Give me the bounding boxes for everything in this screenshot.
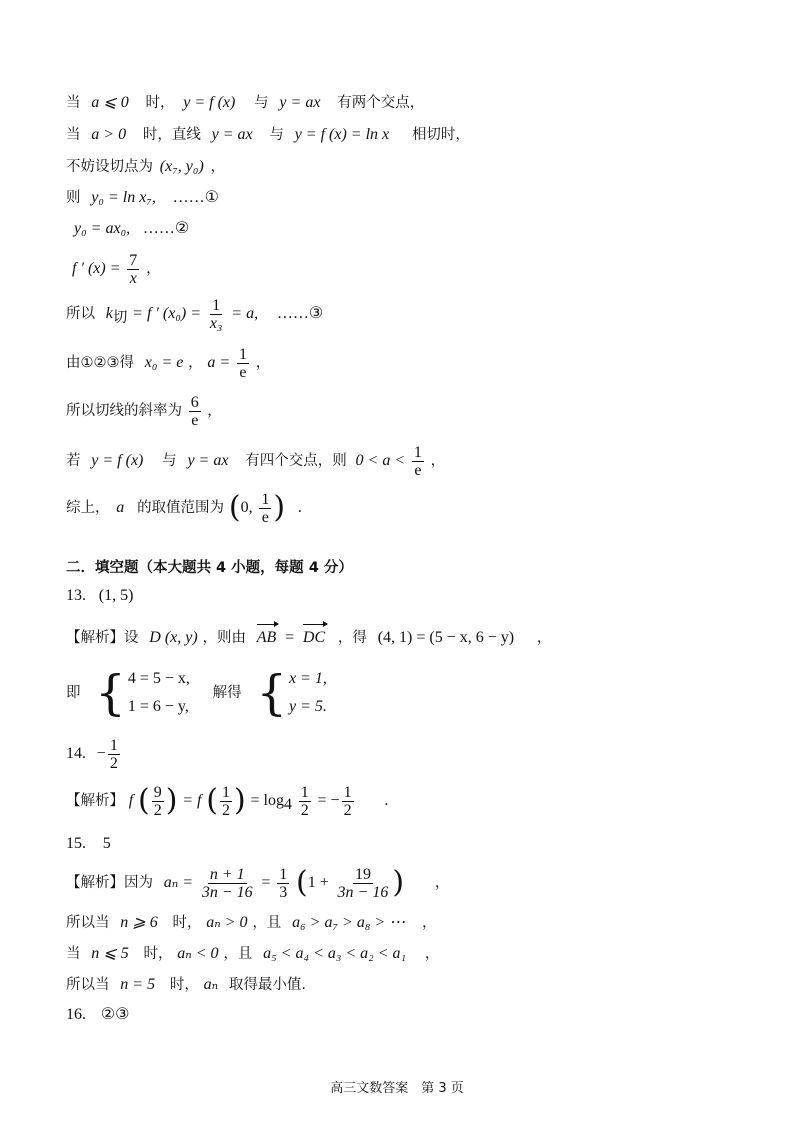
text: ，且 [223, 946, 253, 962]
text: 由①②③得 [66, 355, 134, 371]
text-line-9 [66, 390, 212, 431]
text: 所以当 [66, 977, 110, 993]
text: ，则由 [202, 630, 246, 646]
text: 与 [254, 95, 269, 111]
math: n ⩽ 5 [91, 945, 129, 962]
text-line-8 [66, 342, 270, 383]
text: 解得 [212, 685, 242, 701]
fraction: $\frac{1}{2}$ [300, 783, 309, 819]
text: 与 [269, 127, 284, 143]
math: = log [250, 792, 284, 809]
q15-line-2 [66, 912, 436, 933]
math: = [261, 874, 271, 891]
vector: DC [302, 629, 326, 646]
question-number: 16. [66, 1006, 86, 1023]
math: a [116, 499, 125, 516]
math: a ⩽ 0 [91, 94, 129, 111]
answer: 5 [102, 835, 111, 852]
q13-solution-line [66, 627, 551, 648]
text: . [384, 792, 389, 809]
math: aₙ [203, 976, 219, 993]
answer: ②③ [100, 1006, 130, 1023]
text: . [297, 499, 302, 516]
text-line-11 [66, 487, 302, 528]
text-line-1 [66, 92, 424, 113]
text: 取得最小值. [228, 977, 307, 993]
fraction: $\frac{1}{\text{x₃}}$ [209, 296, 223, 332]
text: 则 [66, 190, 81, 206]
math: y₀ = ax₀, [74, 220, 131, 237]
math: D (x, y) [149, 629, 198, 646]
text: ， [536, 630, 552, 646]
text: ， [434, 875, 450, 891]
math: y = ax [187, 452, 229, 469]
text-line-10 [66, 440, 445, 481]
math: = − [317, 792, 340, 809]
fraction: $\frac{n + 1}{3n - 16}$ [201, 865, 253, 901]
q15-line-4 [66, 974, 306, 995]
text: ， [255, 355, 271, 371]
fraction: $\frac{1}{2}$ [221, 783, 230, 819]
fraction: $\frac{1}{3}$ [279, 865, 288, 901]
math: n = 5 [120, 976, 156, 993]
text: 当 [66, 946, 81, 962]
text: 时， [172, 915, 202, 931]
text: ，且 [252, 915, 282, 931]
section-heading [66, 557, 353, 578]
text: 的取值范围为 [137, 500, 225, 516]
math: (x₇, y₀) [159, 158, 204, 175]
text: 所以切线的斜率为 [66, 403, 182, 419]
text: 所以当 [66, 915, 110, 931]
q15-answer-line [66, 833, 111, 854]
equation-system: { 4 = 5 − x, 1 = 6 − y, [95, 665, 190, 721]
math: = f ′ (x₀) = [132, 305, 202, 322]
math: a > 0 [91, 126, 127, 143]
left-paren: ( [228, 490, 241, 525]
math: a₆ > a₇ > a₈ > ⋯ [292, 914, 406, 931]
question-number: 13. [66, 587, 86, 604]
text-line-3 [66, 156, 225, 177]
text: 当 [66, 95, 81, 111]
math: aₙ > 0 [206, 914, 248, 931]
math: 1 + [307, 874, 329, 891]
text: 相切时， [411, 127, 470, 143]
math: y = ax [279, 94, 321, 111]
page-footer: 高三文数答案 第 3 页 [330, 1081, 464, 1096]
question-number: 15. [66, 835, 86, 852]
text: 时， [169, 977, 199, 993]
text: ， [430, 453, 446, 469]
math: y = f (x) [183, 94, 236, 111]
q16-answer-line [66, 1004, 129, 1025]
math: y = f (x) = ln x [294, 126, 390, 143]
math: k [105, 305, 113, 322]
math: f [128, 792, 134, 809]
math: − [96, 745, 106, 762]
text: 有四个交点，则 [245, 453, 347, 469]
text: 即 [66, 685, 81, 701]
math: 0 < a < [355, 452, 406, 469]
q13-system-line [66, 662, 327, 723]
text: 【解析】 [66, 793, 124, 809]
math: f ′ (x) = [72, 260, 121, 277]
text: 当 [66, 127, 81, 143]
math: a = [207, 354, 231, 371]
text: 若 [66, 453, 81, 469]
fraction: $\frac{1}{2}$ [343, 783, 352, 819]
subscript: 切 [112, 310, 128, 326]
math: 0, [240, 499, 253, 516]
q15-line-3 [66, 943, 439, 964]
text: 综上， [66, 500, 110, 516]
section-title: 二．填空题（本大题共 4 小题，每题 4 分） [66, 560, 353, 576]
marker: ……③ [276, 305, 324, 322]
math: n ⩾ 6 [120, 914, 158, 931]
text: 【解析】设 [66, 630, 139, 646]
text: ， [424, 946, 440, 962]
fraction: $\frac{19}{3n - 16}$ [337, 865, 389, 901]
equation-system: { x = 1, y = 5. [256, 665, 327, 721]
math: x₀ = e [144, 354, 184, 371]
fraction: $\frac{1}{e}$ [413, 443, 422, 479]
text-line-7 [66, 293, 323, 338]
fraction: $\frac{7}{x}$ [129, 251, 138, 287]
text-line-4 [66, 187, 219, 208]
text: 不妨设切点为 [66, 159, 153, 175]
math: aₙ = [163, 874, 194, 891]
math: y₀ = ln x₇, [91, 189, 156, 206]
text-line-2 [66, 124, 470, 145]
text: 有两个交点， [337, 95, 425, 111]
math: = f [182, 792, 202, 809]
math: a₅ < a₄ < a₃ < a₂ < a₁ [263, 945, 407, 962]
text: 【解析】因为 [66, 875, 153, 891]
q14-solution-line: 【解析】 f ( $\frac{9}{2}$ ) = f ( $\frac{1}{2}$ ) = $\log_4$ $\frac{1}{2}$ = − $\frac{1}{2}$ . [66, 783, 389, 819]
math: aₙ < 0 [177, 945, 219, 962]
math: y = f (x) [91, 452, 144, 469]
answer: (1, 5) [98, 587, 134, 604]
question-number: 14. [66, 745, 86, 762]
math: = a, [231, 305, 259, 322]
q13-answer-line [66, 585, 133, 606]
text-line-5 [74, 218, 189, 239]
fraction: $\frac{9}{2}$ [153, 783, 162, 819]
text: 时， [143, 946, 173, 962]
text: ， [421, 915, 437, 931]
math: y = ax [211, 126, 253, 143]
right-paren: ) [273, 490, 286, 525]
text: 所以 [66, 306, 95, 322]
fraction: $\frac{1}{2}$ [109, 736, 118, 772]
marker: ……① [172, 189, 219, 206]
marker: ……② [142, 220, 190, 237]
fraction: $\frac{6}{e}$ [190, 393, 199, 429]
math: (4, 1) = (5 − x, 6 − y) [377, 629, 515, 646]
vector: AB [256, 629, 277, 646]
text: ，得 [337, 630, 367, 646]
text: ， [146, 261, 161, 277]
text-line-6 [72, 248, 161, 289]
text: 与 [162, 453, 177, 469]
q14-answer-line [66, 733, 122, 774]
text: 时， [145, 95, 175, 111]
fraction: $\frac{1}{e}$ [261, 490, 270, 526]
text: ， [210, 159, 226, 175]
math: = [285, 629, 295, 646]
fraction: $\frac{1}{e}$ [238, 345, 247, 381]
text: , [207, 402, 212, 419]
text: 时，直线 [142, 127, 201, 143]
subscript: 4 [283, 796, 292, 813]
q15-solution-line: 【解析】因为 aₙ = $\frac{n + 1}{3n - 16}$ = $\frac{1}{3}$ (1 + $\frac{19}{3n - 16}$ ) ， [66, 865, 450, 901]
text: ， [188, 355, 203, 371]
